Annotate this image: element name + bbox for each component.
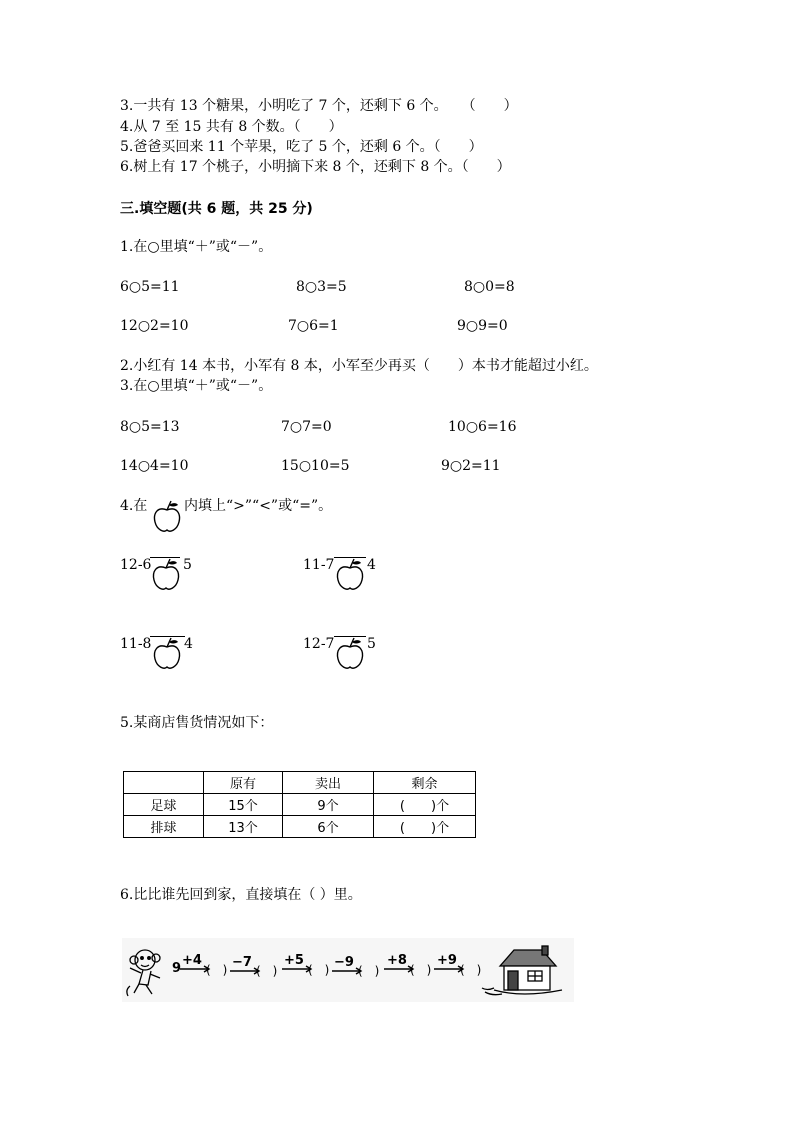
judge-item-6: 6.树上有 17 个桃子，小明摘下来 8 个，还剩下 8 个。（ ） <box>120 159 511 175</box>
q6-prompt: 6.比比谁先回到家，直接填在（ ）里。 <box>120 887 362 903</box>
q1-expr: 8○0=8 <box>464 279 515 295</box>
table-cell: ( )个 <box>374 794 476 816</box>
q4-left: 12-7 <box>303 636 335 652</box>
q1-expr: 6○5=11 <box>120 279 180 295</box>
step-op: +4 <box>182 953 202 968</box>
table-cell: ( )个 <box>374 816 476 838</box>
table-header-cell: 剩余 <box>374 772 476 794</box>
start-number: 9 <box>172 961 182 976</box>
q3-expr: 15○10=5 <box>281 458 350 474</box>
q4-left: 12-6 <box>120 557 152 573</box>
judge-item-4: 4.从 7 至 15 共有 8 个数。（ ） <box>120 119 343 135</box>
step-op: +8 <box>387 953 407 968</box>
q5-prompt: 5.某商店售货情况如下： <box>120 715 274 731</box>
q3-expr: 10○6=16 <box>448 419 517 435</box>
q4-right: 4 <box>184 636 193 652</box>
q1-expr: 8○3=5 <box>296 279 347 295</box>
q1-prompt: 1.在○里填“＋”或“－”。 <box>120 239 273 255</box>
apple-icon <box>152 637 182 671</box>
q4-right: 5 <box>183 557 192 573</box>
table-cell: 6个 <box>283 816 374 838</box>
table-cell: 13个 <box>204 816 283 838</box>
apple-icon <box>151 558 181 592</box>
q3-expr: 7○7=0 <box>281 419 332 435</box>
q4-left: 11-7 <box>303 557 335 573</box>
q3-expr: 14○4=10 <box>120 458 189 474</box>
table-header-cell <box>124 772 204 794</box>
q4-prompt-after: 内填上“>”“<”或“=”。 <box>184 498 333 514</box>
q1-expr: 7○6=1 <box>288 318 339 334</box>
table-header-row <box>124 772 476 794</box>
apple-icon <box>335 558 365 592</box>
table-header-cell: 原有 <box>204 772 283 794</box>
q4-right: 4 <box>367 557 376 573</box>
q4-left: 11-8 <box>120 636 152 652</box>
sales-table <box>123 771 476 838</box>
answer-blank: ( ) <box>460 963 482 977</box>
step-op: +5 <box>284 953 304 968</box>
q3-expr: 8○5=13 <box>120 419 180 435</box>
table-cell: 排球 <box>124 816 204 838</box>
answer-blank: ( ) <box>410 963 432 977</box>
step-op: −9 <box>334 955 354 970</box>
step-op: −7 <box>232 955 252 970</box>
table-cell: 足球 <box>124 794 204 816</box>
race-illustration <box>122 938 574 1002</box>
q1-expr: 12○2=10 <box>120 318 189 334</box>
answer-blank: ( ) <box>358 964 380 978</box>
table-row <box>124 794 476 816</box>
answer-blank: ( ) <box>206 963 228 977</box>
table-header-cell: 卖出 <box>283 772 374 794</box>
answer-blank: ( ) <box>308 963 330 977</box>
q3-expr: 9○2=11 <box>441 458 501 474</box>
table-row <box>124 816 476 838</box>
q3-prompt: 3.在○里填“＋”或“－”。 <box>120 378 273 394</box>
judge-item-3: 3.一共有 13 个糖果，小明吃了 7 个，还剩下 6 个。 （ ） <box>120 98 518 114</box>
section-title: 三.填空题(共 6 题，共 25 分) <box>120 201 313 217</box>
q4-right: 5 <box>367 636 376 652</box>
q4-prompt-before: 4.在 <box>120 498 148 514</box>
answer-blank: ( ) <box>256 964 278 978</box>
judge-item-5: 5.爸爸买回来 11 个苹果，吃了 5 个，还剩 6 个。（ ） <box>120 139 483 155</box>
table-cell: 9个 <box>283 794 374 816</box>
table-cell: 15个 <box>204 794 283 816</box>
apple-icon <box>335 637 365 671</box>
q1-expr: 9○9=0 <box>457 318 508 334</box>
step-op: +9 <box>437 953 457 968</box>
apple-icon <box>152 500 182 534</box>
q2-prompt: 2.小红有 14 本书，小军有 8 本，小军至少再买（ ）本书才能超过小红。 <box>120 358 598 374</box>
